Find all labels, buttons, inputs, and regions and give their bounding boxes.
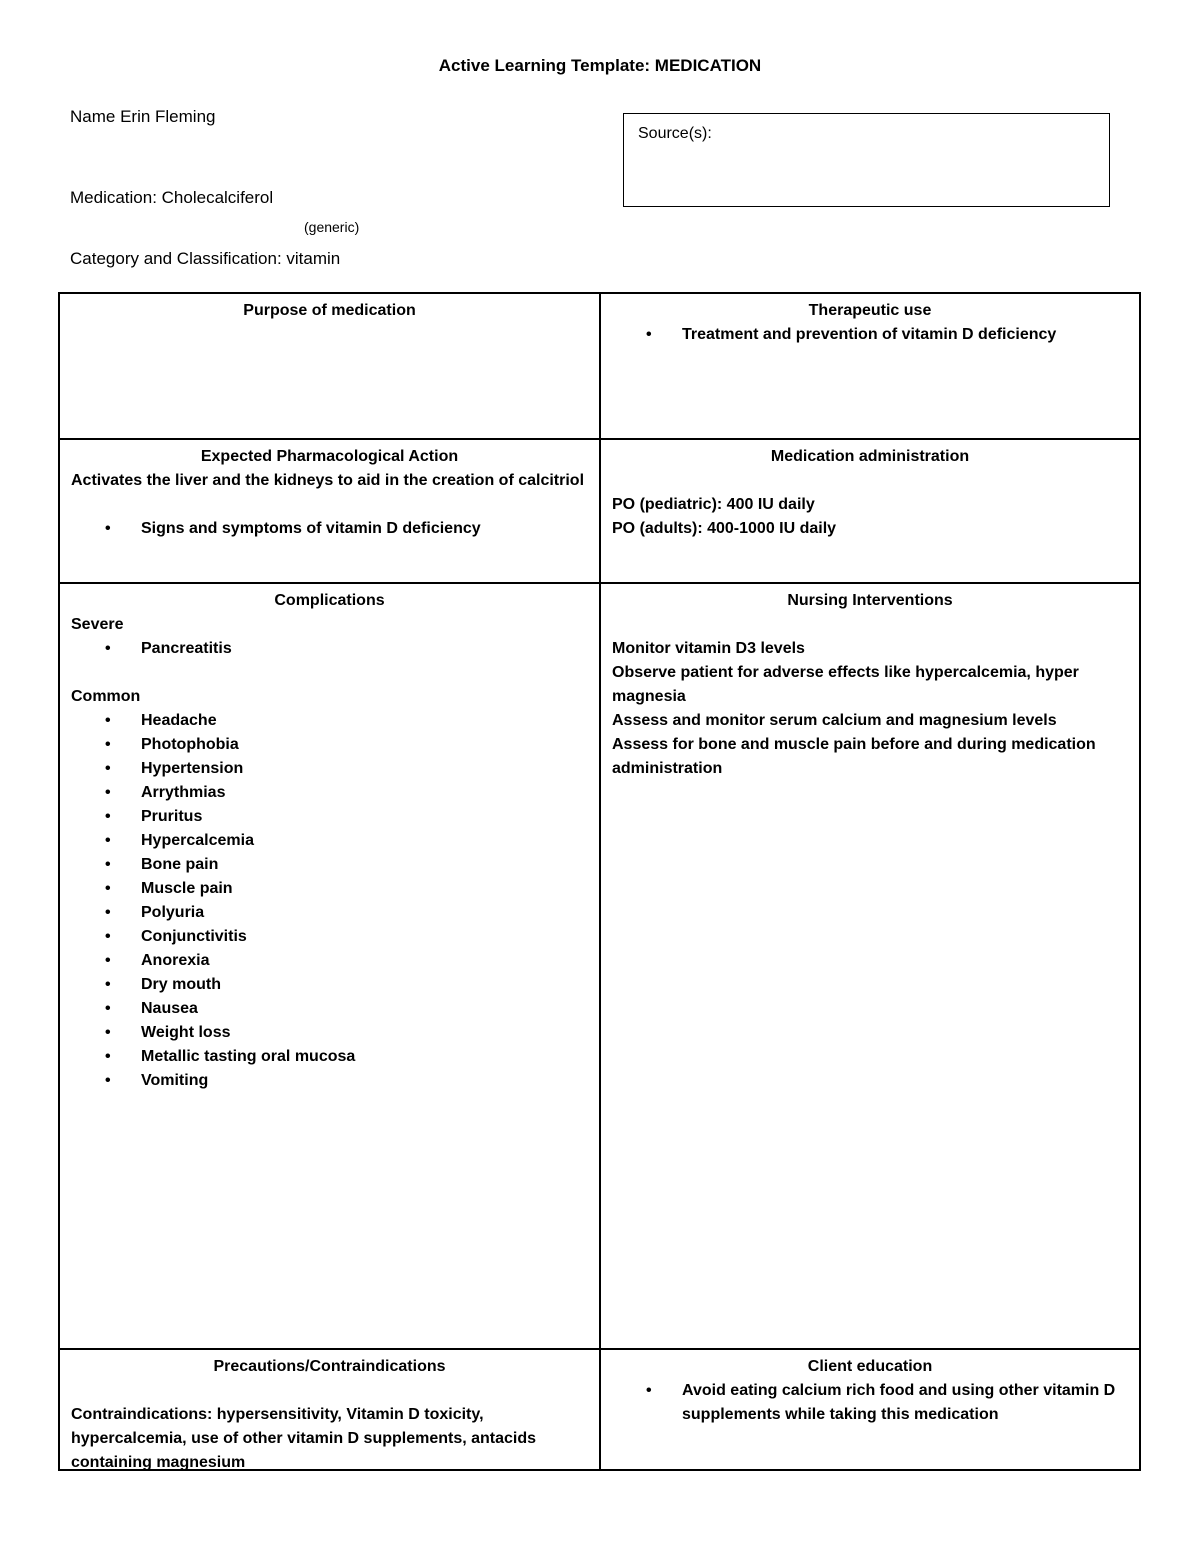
administration-line: PO (pediatric): 400 IU daily — [612, 496, 815, 513]
list-item: • Vomiting — [71, 1069, 588, 1093]
student-name: Name Erin Fleming — [70, 107, 216, 126]
administration-heading: Medication administration — [770, 448, 970, 465]
therapeutic-cell — [601, 294, 1139, 438]
list-item: • Hypertension — [71, 757, 588, 781]
nursing-line: Assess for bone and muscle pain before and during medication administration — [612, 736, 1096, 777]
page-title: Active Learning Template: MEDICATION — [438, 56, 762, 75]
precautions-cell — [60, 1350, 599, 1469]
therapeutic-heading: Therapeutic use — [808, 302, 932, 319]
precautions-text: Contraindications: hypersensitivity, Vitamin D toxicity, hypercalcemia, use of other vitamin D supplements, antacids containing magnesium — [71, 1406, 537, 1469]
pharm-action-cell — [60, 440, 599, 582]
list-item: • Bone pain — [71, 853, 588, 877]
list-item: • Photophobia — [71, 733, 588, 757]
list-item: • Arrythmias — [71, 781, 588, 805]
list-item: • Nausea — [71, 997, 588, 1021]
sources-label: Source(s): — [638, 125, 712, 142]
common-list — [71, 709, 588, 1093]
therapeutic-list — [612, 323, 1128, 347]
pharm-action-list — [71, 517, 588, 541]
list-item: • Muscle pain — [71, 877, 588, 901]
list-item: • Pancreatitis — [71, 637, 588, 661]
nursing-line: Monitor vitamin D3 levels — [612, 640, 805, 657]
list-item: • Conjunctivitis — [71, 925, 588, 949]
severe-label: Severe — [71, 616, 124, 633]
pharm-action-heading: Expected Pharmacological Action — [200, 448, 459, 465]
list-item: • Headache — [71, 709, 588, 733]
list-item: • Pruritus — [71, 805, 588, 829]
list-item: • Weight loss — [71, 1021, 588, 1045]
list-item: • Avoid eating calcium rich food and using other vitamin D supplements while taking this medication — [612, 1379, 1128, 1427]
nursing-cell — [601, 584, 1139, 1348]
list-item: • Polyuria — [71, 901, 588, 925]
nursing-heading: Nursing Interventions — [787, 592, 953, 609]
list-item: • Metallic tasting oral mucosa — [71, 1045, 588, 1069]
medication-name: Medication: Cholecalciferol — [70, 188, 274, 207]
pharm-action-text: Activates the liver and the kidneys to aid in the creation of calcitriol — [71, 472, 585, 489]
list-item: • Anorexia — [71, 949, 588, 973]
administration-line: PO (adults): 400-1000 IU daily — [612, 520, 837, 537]
complications-cell — [60, 584, 599, 1348]
nursing-line: Assess and monitor serum calcium and magnesium levels — [612, 712, 1057, 729]
administration-cell — [601, 440, 1139, 582]
list-item: • Signs and symptoms of vitamin D deficiency — [71, 517, 588, 541]
list-item: • Hypercalcemia — [71, 829, 588, 853]
category-classification: Category and Classification: vitamin — [70, 249, 341, 268]
purpose-heading: Purpose of medication — [243, 302, 416, 319]
severe-list — [71, 637, 588, 661]
list-item: • Dry mouth — [71, 973, 588, 997]
common-label: Common — [71, 688, 141, 705]
education-heading: Client education — [807, 1358, 933, 1375]
generic-note: (generic) — [304, 219, 360, 235]
list-item: • Treatment and prevention of vitamin D deficiency — [612, 323, 1128, 347]
education-list — [612, 1379, 1128, 1427]
complications-heading: Complications — [274, 592, 385, 609]
nursing-line: Observe patient for adverse effects like hypercalcemia, hyper magnesia — [612, 664, 1079, 705]
precautions-heading: Precautions/Contraindications — [213, 1358, 446, 1375]
education-cell — [601, 1350, 1139, 1469]
sources-box — [623, 113, 1110, 207]
purpose-cell — [60, 294, 599, 438]
medication-grid — [58, 292, 1141, 1471]
